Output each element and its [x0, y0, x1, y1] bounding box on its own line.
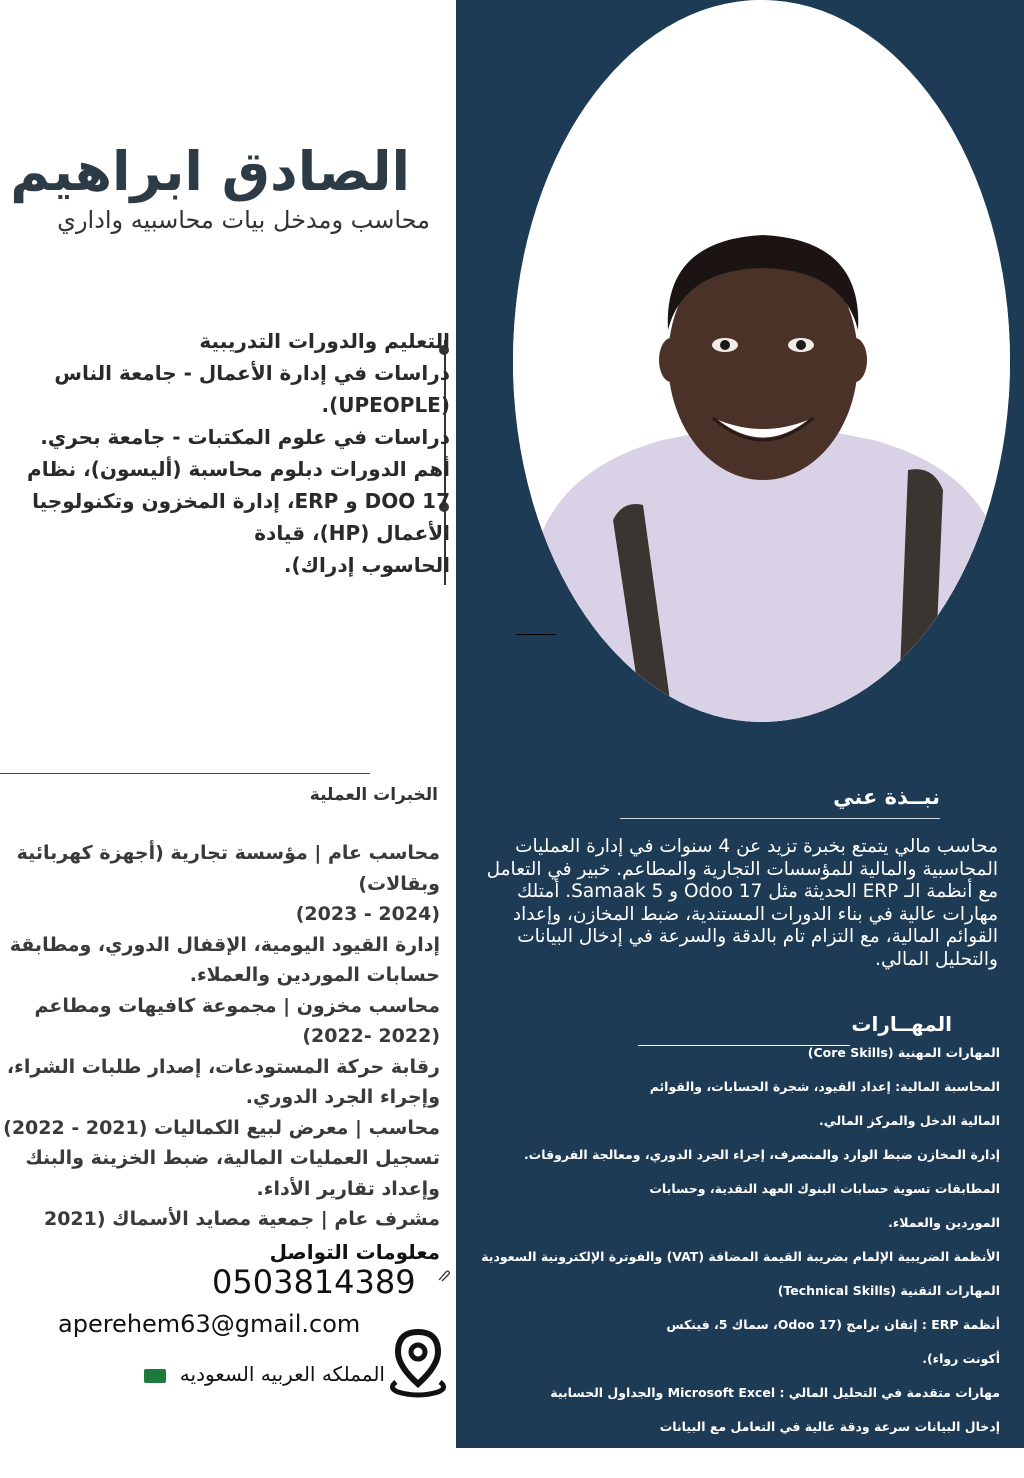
- skill-line: أكونت رواء).: [922, 1351, 1000, 1366]
- skill-line: المالية الدخل والمركز المالي.: [819, 1113, 1000, 1128]
- education-section: [0, 325, 450, 581]
- experience-line: محاسب عام | مؤسسة تجارية (أجهزة كهربائية: [16, 842, 440, 864]
- experience-line: وإعداد تقارير الأداء.: [256, 1177, 440, 1200]
- experience-line: حسابات الموردين والعملاء.: [189, 964, 440, 986]
- experience-title: الخبرات العملية: [309, 785, 438, 805]
- skill-line: إدارة المخازن ضبط الوارد والمنصرف، إجراء الجرد الدوري، ومعالجة الفروقات.: [523, 1147, 1000, 1162]
- experience-line: (2022 -2022): [302, 1025, 440, 1047]
- experience-rule: [0, 773, 370, 774]
- profile-photo: [513, 0, 1010, 722]
- experience-line: تسجيل العمليات المالية، ضبط الخزينة والبنك: [25, 1147, 440, 1169]
- experience-line: رقابة حركة المستودعات، إصدار طلبات الشراء،: [6, 1055, 440, 1078]
- education-line: دراسات في إدارة الأعمال - جامعة الناس: [54, 361, 450, 385]
- about-title: نبــذة عني: [833, 785, 940, 809]
- experience-line: محاسب مخزون | مجموعة كافيهات ومطاعم: [34, 994, 440, 1017]
- skill-line: أنظمة ERP : إتقان برامج (Odoo 17، سماك 5، فينكس: [666, 1317, 1000, 1332]
- education-line: DOO 17 و ERP، إدارة المخزون وتكنولوجيا: [32, 489, 450, 513]
- education-line: الحاسوب إدراك).: [283, 553, 450, 577]
- skill-line: مهارات متقدمة في التحليل المالي : Microsoft Excel والجداول الحسابية: [550, 1385, 1000, 1400]
- skill-subheading: المهارات المهنية (Core Skills): [807, 1045, 1000, 1060]
- experience-line: وإجراء الجرد الدوري.: [245, 1086, 440, 1108]
- about-text: محاسب مالي يتمتع بخبرة تزيد عن 4 سنوات في إدارة العمليات المحاسبية والمالية للمؤسسات التجارية والمطاعم. خبير في التعامل مع أنظمة الـ ERP الحديثة مثل Odoo 17 و Samaak 5. أمتلك مهارات عالية في بناء الدورات المستندية، ضبط المخازن، وإعداد القوائم المالية، مع التزام تام بالدقة والسرعة في إدخال البيانات والتحليل المالي.: [486, 836, 998, 970]
- location-pin-icon: [384, 1328, 452, 1398]
- job-title: محاسب ومدخل بيات محاسبيه واداري: [57, 206, 430, 234]
- person-name: الصادق ابراهيم: [10, 140, 410, 203]
- skills-section: [456, 1036, 1000, 1478]
- education-line: دراسات في علوم المكتبات - جامعة بحري.: [40, 425, 450, 449]
- location: المملكه العربيه السعوديه: [179, 1362, 385, 1386]
- skill-line: الأنظمة الضريبية الإلمام بضريبة القيمة المضافة (VAT) والفوترة الإلكترونية السعودية: [481, 1249, 1000, 1264]
- skill-line: المطابقات تسوية حسابات البنوك العهد النقدية، وحسابات: [649, 1181, 1000, 1196]
- about-rule: [620, 818, 940, 819]
- education-line: أهم الدورات دبلوم محاسبة (أليسون)، نظام: [27, 457, 450, 481]
- phone-number[interactable]: 0503814389: [212, 1263, 416, 1301]
- skill-subheading: المهارات التقنية (Technical Skills): [777, 1283, 1000, 1298]
- experience-line: (2024 - 2023): [295, 903, 440, 925]
- phone-icon: [436, 1268, 452, 1284]
- education-line: الأعمال (HP)، قيادة: [254, 521, 450, 545]
- education-line: (UPEOPLE).: [321, 393, 450, 417]
- contact-title: معلومات التواصل: [269, 1240, 440, 1264]
- decorative-line: [516, 634, 556, 635]
- experience-line: إدارة القيود اليومية، الإقفال الدوري، ومطابقة: [9, 933, 440, 956]
- experience-line: مشرف عام | جمعية مصايد الأسماك (2021: [43, 1208, 440, 1230]
- skill-line: المحاسبة المالية: إعداد القيود، شجرة الحسابات، والقوائم: [649, 1079, 1000, 1094]
- skill-line: إدخال البيانات سرعة ودقة عالية في التعامل مع البيانات: [659, 1419, 1000, 1434]
- email-address[interactable]: aperehem63@gmail.com: [58, 1310, 361, 1338]
- skill-line: المالية الكبيرة.: [909, 1453, 1000, 1468]
- education-heading: التعليم والدورات التدريبية: [199, 329, 450, 353]
- skills-title: المهــارات: [851, 1012, 952, 1036]
- experience-line: محاسب | معرض لبيع الكماليات (2021 - 2022): [3, 1116, 440, 1139]
- experience-section: [0, 838, 440, 1235]
- experience-line: وبقالات): [358, 872, 440, 895]
- skill-line: الموردين والعملاء.: [888, 1215, 1000, 1230]
